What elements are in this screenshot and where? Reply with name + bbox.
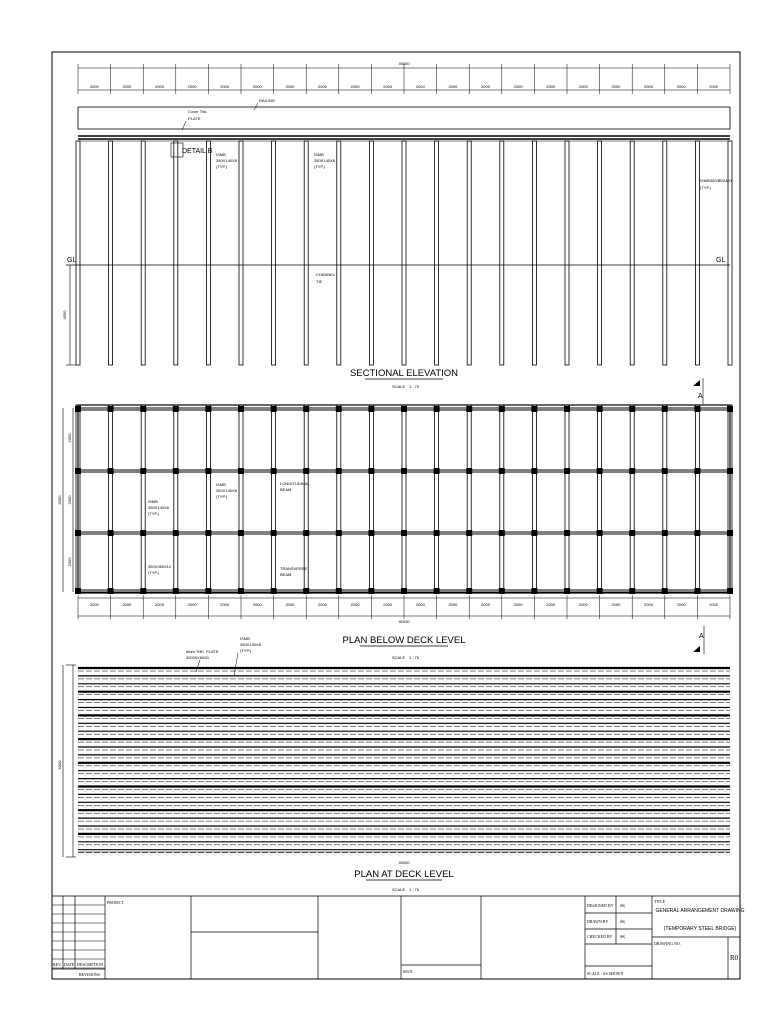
column-node (531, 406, 537, 412)
checked-by-label: CHECKED BY (587, 934, 613, 939)
column-node (564, 406, 570, 412)
sign-label: SIGN (403, 969, 413, 974)
pier-post (141, 141, 145, 365)
column-node (662, 468, 668, 474)
deck-note-q1: ISMB (240, 636, 250, 641)
column-node (173, 406, 179, 412)
column-node (140, 530, 146, 536)
plan-bay-dim: 2000 (709, 602, 719, 607)
elevation-bay-dim: 2000 (220, 84, 230, 89)
deck-overall-dim: 40000 (398, 860, 410, 865)
column-node (499, 530, 505, 536)
column-node (271, 406, 277, 412)
transverse-beam (598, 405, 602, 593)
transverse-beam (663, 405, 667, 593)
plate-note-2: PLATE (188, 116, 201, 121)
plan-note-b2: 350X140X8 (216, 488, 237, 493)
column-node (75, 406, 81, 412)
elevation-bay-dim: 2000 (578, 84, 588, 89)
column-node (303, 530, 309, 536)
column-node (108, 588, 114, 594)
plan-bay-dim: 2000 (220, 602, 230, 607)
plan-note-c1: LONGITUDINAL (280, 481, 310, 486)
plan-note-e1: TRANSVERSE (280, 566, 308, 571)
plan-note-e2: BEAM (280, 572, 292, 577)
beam1-note-1: ISMB (216, 152, 226, 157)
column-node (401, 530, 407, 536)
beam2-note-3: (TYP.) (314, 164, 326, 169)
column-node (629, 406, 635, 412)
title-block-text (53, 899, 745, 977)
plan-deck-title: PLAN AT DECK LEVEL (354, 869, 454, 880)
section-arrow-icon (693, 646, 700, 652)
plan-bay-dim: 2000 (578, 602, 588, 607)
plan-note-c2: BEAM (280, 487, 292, 492)
plan-bay-dim: 2000 (187, 602, 197, 607)
scale-note: SCALE : AS SHOWN (587, 971, 624, 976)
beam2-note-2: 350X140X8 (314, 158, 335, 163)
column-node (205, 530, 211, 536)
transverse-beam (109, 405, 113, 593)
elevation-overall-dim: 40000 (398, 61, 410, 66)
column-node (499, 588, 505, 594)
deck-plates (66, 665, 730, 857)
plan-bay-dim: 2000 (155, 602, 164, 607)
plan-note-a2: 350X140X8 (148, 505, 169, 510)
plan-note-a1: ISMB (148, 499, 158, 504)
transverse-beam (630, 405, 634, 593)
column-node (75, 588, 81, 594)
column-node (434, 588, 440, 594)
elevation-scale-value: 1 : 75 (409, 384, 420, 389)
pier-post (630, 141, 634, 365)
column-node (564, 530, 570, 536)
column-node (597, 588, 603, 594)
pier-post (695, 141, 699, 365)
plan-bay-dim: 2000 (285, 602, 295, 607)
transverse-beam (369, 405, 373, 593)
revisions-label: REVISIONS (79, 972, 100, 977)
checked-by-value: SK (620, 934, 626, 939)
column-node (727, 530, 733, 536)
elevation-bay-dim: 2000 (481, 84, 490, 89)
elevation-deck (78, 107, 730, 129)
transverse-beam (337, 405, 341, 593)
pier-post (402, 141, 406, 365)
plan-bay-dim: 2000 (481, 602, 490, 607)
column-node (75, 530, 81, 536)
elevation-bay-dim: 2000 (644, 84, 653, 89)
column-node (629, 588, 635, 594)
column-node (238, 468, 244, 474)
plan-bay-dim: 2000 (676, 602, 686, 607)
plan-bay-dim: 2000 (252, 602, 262, 607)
column-node (108, 468, 114, 474)
plan-below-grid (75, 405, 733, 619)
designed-by-value: SK (620, 903, 626, 908)
column-node (238, 588, 244, 594)
description-header: DESCRIPTION (77, 962, 104, 967)
column-node (466, 530, 472, 536)
plan-note-a3: (TYP.) (148, 511, 160, 516)
plan-bay-dim: 2000 (89, 602, 99, 607)
column-node (271, 588, 277, 594)
detail-b-label: DETAIL B (182, 148, 213, 155)
plan-note-d1: 350X350X12 (148, 564, 172, 569)
transverse-beam (565, 405, 569, 593)
elevation-bay-dim: 2000 (383, 84, 393, 89)
plan-note-b3: (TYP.) (216, 494, 228, 499)
section-arrow-icon (693, 380, 700, 386)
right-note-2: (TYP.) (700, 185, 712, 190)
pier-post (532, 141, 536, 365)
pier-post (272, 141, 276, 365)
elevation-bay-dim: 2000 (187, 84, 197, 89)
elevation-bay-dim: 2000 (122, 84, 132, 89)
plan-width-part-1: 2000 (67, 433, 72, 443)
elevation-bay-dim: 2000 (350, 84, 360, 89)
column-node (336, 468, 342, 474)
elevation-bay-dim: 2000 (155, 84, 164, 89)
drawing-title-line1: GENERAL ARRANGEMENT DRAWING (655, 908, 745, 914)
column-node (108, 530, 114, 536)
pier-post (500, 141, 504, 365)
pier-post (663, 141, 667, 365)
plan-bay-dim: 2000 (318, 602, 327, 607)
column-node (531, 588, 537, 594)
plan-bay-dim: 2000 (383, 602, 393, 607)
plan-below-scale-value: 1 : 75 (409, 655, 420, 660)
railing-note: RAILING (259, 98, 276, 103)
column-node (694, 468, 700, 474)
column-node (727, 588, 733, 594)
column-node (303, 468, 309, 474)
transverse-beam (239, 405, 243, 593)
column-node (368, 588, 374, 594)
column-node (694, 530, 700, 536)
column-node (694, 588, 700, 594)
pier-post (174, 141, 178, 365)
elevation-bay-dim: 2000 (448, 84, 458, 89)
transverse-beam (141, 405, 145, 593)
column-node (531, 530, 537, 536)
column-node (434, 468, 440, 474)
column-node (531, 468, 537, 474)
column-node (662, 588, 668, 594)
plan-bay-dim: 2000 (350, 602, 360, 607)
column-node (466, 468, 472, 474)
column-node (401, 406, 407, 412)
deck-note-q3: (TYP.) (240, 648, 252, 653)
column-node (694, 406, 700, 412)
elevation-bay-dim: 2000 (89, 84, 99, 89)
transverse-beam (532, 405, 536, 593)
column-node (205, 468, 211, 474)
plan-below-title: PLAN BELOW DECK LEVEL (342, 635, 466, 646)
column-node (238, 530, 244, 536)
column-node (727, 406, 733, 412)
deck-note-p1: 6mm THK. PLATE (186, 649, 219, 654)
column-node (173, 588, 179, 594)
column-node (140, 468, 146, 474)
drawn-by-value: SK (620, 919, 626, 924)
column-node (466, 406, 472, 412)
drawing-title-line2: (TEMPORARY STEEL BRIDGE) (663, 926, 737, 932)
column-node (140, 588, 146, 594)
column-node (368, 468, 374, 474)
plan-bay-dim: 2000 (415, 602, 425, 607)
transverse-beam (304, 405, 308, 593)
column-node (499, 468, 505, 474)
elevation-bay-dim: 2000 (513, 84, 523, 89)
column-node (629, 468, 635, 474)
transverse-beam (206, 405, 210, 593)
plan-note-b1: ISMB (216, 482, 226, 487)
column-node (173, 530, 179, 536)
elevation-title: SECTIONAL ELEVATION (349, 368, 459, 379)
pier-post (76, 141, 80, 365)
transverse-beam (402, 405, 406, 593)
elevation-bay-dim: 2000 (415, 84, 425, 89)
plan-overall-dim: 40000 (398, 619, 410, 624)
plate-note-1: Cover Thk. (188, 109, 208, 114)
title-label: TITLE (654, 899, 666, 904)
elevation-bay-dim: 2000 (709, 84, 719, 89)
plan-below-deck (57, 405, 733, 660)
column-node (303, 588, 309, 594)
channel-note-2: TIE (316, 279, 323, 284)
sectional-elevation (62, 61, 733, 404)
channel-note-1: CHANNEL (316, 272, 336, 277)
column-node (173, 468, 179, 474)
date-header: DATE (64, 962, 75, 967)
deck-note-p2: 40000X6000 (186, 655, 209, 660)
plan-deck-scale-value: 1 : 75 (409, 887, 420, 892)
pier-post (304, 141, 308, 365)
elevation-scale-label: SCALE (392, 384, 406, 389)
plan-at-deck (57, 636, 730, 892)
column-node (564, 588, 570, 594)
column-node (597, 468, 603, 474)
transverse-beam (435, 405, 439, 593)
plan-bay-dim: 2000 (122, 602, 132, 607)
plan-below-scale-label: SCALE (392, 655, 406, 660)
plan-bay-dim: 2000 (513, 602, 523, 607)
beam1-note-2: 350X140X8 (216, 158, 237, 163)
beam2-note-1: ISMB (314, 152, 324, 157)
column-node (140, 406, 146, 412)
revision-value: R0 (730, 954, 739, 962)
column-node (401, 468, 407, 474)
elevation-bay-dim: 2000 (252, 84, 262, 89)
gl-left-label: GL (67, 257, 77, 264)
column-node (271, 468, 277, 474)
plan-section-marker: A (699, 633, 704, 640)
column-node (368, 530, 374, 536)
drawing-no-label: DRAWING NO. (654, 941, 681, 946)
gl-right-label: GL (716, 257, 726, 264)
column-node (205, 406, 211, 412)
transverse-beam (695, 405, 699, 593)
pier-post (206, 141, 210, 365)
column-node (466, 588, 472, 594)
elevation-bay-dim: 2000 (676, 84, 686, 89)
column-node (434, 530, 440, 536)
column-node (368, 406, 374, 412)
elevation-bay-dim: 2000 (285, 84, 295, 89)
title-block (52, 896, 740, 979)
transverse-beam (174, 405, 178, 593)
pier-post (467, 141, 471, 365)
elevation-height-dim: 4000 (62, 310, 67, 320)
plan-bay-dim: 2000 (448, 602, 458, 607)
pier-post (109, 141, 113, 365)
column-node (662, 530, 668, 536)
pier-post (337, 141, 341, 365)
plan-width-part-3: 2000 (67, 557, 72, 567)
pier-post (435, 141, 439, 365)
column-node (662, 406, 668, 412)
project-label: PROJECT (107, 900, 124, 905)
elevation-bay-dim: 2000 (318, 84, 327, 89)
elevation-bay-dim: 2000 (546, 84, 556, 89)
elevation-posts (76, 141, 732, 365)
column-node (727, 468, 733, 474)
elevation-dimensions (78, 61, 730, 94)
column-node (271, 530, 277, 536)
column-node (629, 530, 635, 536)
plan-bay-dim: 2000 (546, 602, 556, 607)
pier-post (728, 141, 732, 365)
column-node (499, 406, 505, 412)
column-node (205, 588, 211, 594)
column-node (597, 530, 603, 536)
column-node (597, 406, 603, 412)
pier-post (565, 141, 569, 365)
rev-header: REV. (53, 962, 62, 967)
elevation-bay-dim: 2000 (611, 84, 621, 89)
column-node (336, 530, 342, 536)
plan-bay-dim: 2000 (644, 602, 653, 607)
plan-deck-scale-label: SCALE (392, 887, 406, 892)
column-node (108, 406, 114, 412)
column-node (336, 588, 342, 594)
plan-width-dim: 6000 (57, 495, 62, 505)
plan-below-outline (78, 405, 730, 593)
transverse-beam (467, 405, 471, 593)
column-node (75, 468, 81, 474)
column-node (401, 588, 407, 594)
column-node (564, 468, 570, 474)
pier-post (239, 141, 243, 365)
plan-note-d2: (TYP.) (148, 570, 160, 575)
plan-width-part-2: 2000 (67, 495, 72, 505)
pier-post (598, 141, 602, 365)
column-node (336, 406, 342, 412)
beam1-note-3: (TYP.) (216, 164, 228, 169)
elevation-section-marker: A (698, 393, 703, 400)
designed-by-label: DESIGNED BY (587, 903, 614, 908)
drawn-by-label: DRAWN BY (587, 919, 609, 924)
pier-post (369, 141, 373, 365)
deck-note-q2: 350X140X8 (240, 642, 261, 647)
plan-bay-dim: 2000 (611, 602, 621, 607)
transverse-beam (272, 405, 276, 593)
column-node (434, 406, 440, 412)
deck-width-dim: 6000 (57, 760, 62, 770)
column-node (238, 406, 244, 412)
right-note-1: ISMB300/BEAM/1 (700, 178, 733, 183)
transverse-beam (500, 405, 504, 593)
column-node (303, 406, 309, 412)
